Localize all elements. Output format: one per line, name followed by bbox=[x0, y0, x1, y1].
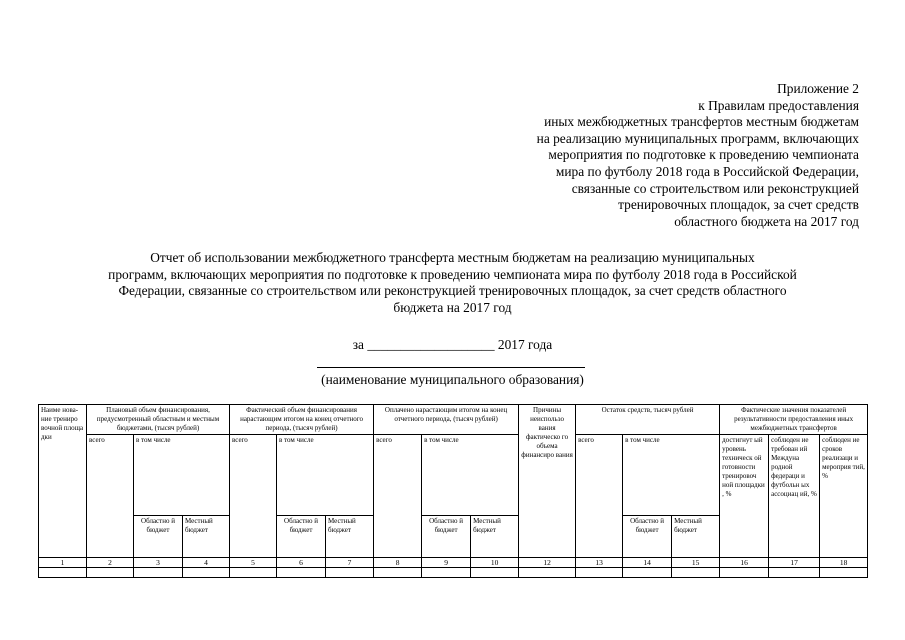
empty-cell[interactable] bbox=[471, 568, 519, 578]
column-number: 5 bbox=[230, 558, 277, 568]
title-line: программ, включающих мероприятия по подготовке к проведению чемпионата мира по футболу 2018 года в Российской bbox=[108, 266, 797, 282]
appendix-block bbox=[537, 81, 859, 230]
empty-cell[interactable] bbox=[277, 568, 326, 578]
header-local: Местный бюджет bbox=[672, 516, 720, 558]
empty-cell[interactable] bbox=[183, 568, 230, 578]
empty-cell[interactable] bbox=[672, 568, 720, 578]
header-reasons: Причины неиспользо вания фактическо го объема финансиро вания bbox=[519, 405, 576, 558]
header-total: всего bbox=[87, 435, 134, 558]
empty-cell[interactable] bbox=[576, 568, 623, 578]
header-incl: в том числе bbox=[422, 435, 519, 516]
column-number: 9 bbox=[422, 558, 471, 568]
empty-cell[interactable] bbox=[87, 568, 134, 578]
municipality-underline bbox=[317, 367, 585, 368]
header-regional: Областно й бюджет bbox=[422, 516, 471, 558]
empty-cell[interactable] bbox=[720, 568, 769, 578]
empty-cell[interactable] bbox=[230, 568, 277, 578]
column-number: 7 bbox=[326, 558, 374, 568]
column-number: 10 bbox=[471, 558, 519, 568]
appendix-line: иных межбюджетных трансфертов местным бюджетам bbox=[544, 114, 859, 130]
header-local: Местный бюджет bbox=[183, 516, 230, 558]
column-number: 15 bbox=[672, 558, 720, 568]
header-total: всего bbox=[374, 435, 422, 558]
column-number: 12 bbox=[519, 558, 576, 568]
header-deadlines: соблюден ие сроков реализаци и мероприя тий, % bbox=[820, 435, 868, 558]
column-number: 8 bbox=[374, 558, 422, 568]
header-incl: в том числе bbox=[277, 435, 374, 516]
header-incl: в том числе bbox=[134, 435, 230, 516]
municipality-caption: (наименование муниципального образования) bbox=[321, 372, 584, 387]
column-number: 4 bbox=[183, 558, 230, 568]
column-number: 6 bbox=[277, 558, 326, 568]
appendix-line: тренировочных площадок, за счет средств bbox=[618, 197, 859, 213]
column-number: 14 bbox=[623, 558, 672, 568]
appendix-line: на реализацию муниципальных программ, включающих bbox=[536, 130, 859, 146]
data-row-empty bbox=[39, 568, 868, 578]
column-number: 1 bbox=[39, 558, 87, 568]
header-regional: Областно й бюджет bbox=[277, 516, 326, 558]
header-indicators: Фактические значения показателей результативности предоставления иных межбюджетных трансфертов bbox=[720, 405, 868, 435]
empty-cell[interactable] bbox=[623, 568, 672, 578]
appendix-line: областного бюджета на 2017 год bbox=[674, 213, 859, 229]
empty-cell[interactable] bbox=[820, 568, 868, 578]
title-line: Отчет об использовании межбюджетного трансферта местным бюджетам на реализацию муниципальных bbox=[150, 250, 755, 265]
appendix-line: Приложение 2 bbox=[777, 81, 859, 96]
empty-cell[interactable] bbox=[374, 568, 422, 578]
column-number: 18 bbox=[820, 558, 868, 568]
header-local: Местный бюджет bbox=[471, 516, 519, 558]
report-table bbox=[38, 404, 868, 578]
empty-cell[interactable] bbox=[39, 568, 87, 578]
appendix-line: к Правилам предоставления bbox=[698, 97, 859, 113]
title-line: бюджета на 2017 год bbox=[393, 299, 512, 315]
header-fifa: соблюден ие требован ий Междуна родной федераци и футбольн ых ассоциац ий, % bbox=[769, 435, 820, 558]
column-number: 17 bbox=[769, 558, 820, 568]
header-planned: Плановый объем финансирования, предусмотренный областным и местным бюджетами, (тысяч рублей) bbox=[87, 405, 230, 435]
header-total: всего bbox=[576, 435, 623, 558]
column-numbers-row bbox=[39, 558, 868, 568]
header-readiness: достигнут ый уровень техническ ой готовности тренировоч ной площадки , % bbox=[720, 435, 769, 558]
header-regional: Областно й бюджет bbox=[134, 516, 183, 558]
column-number: 16 bbox=[720, 558, 769, 568]
column-number: 13 bbox=[576, 558, 623, 568]
header-row bbox=[39, 405, 868, 435]
empty-cell[interactable] bbox=[326, 568, 374, 578]
column-number: 3 bbox=[134, 558, 183, 568]
appendix-line: связанные со строительством или реконструкцией bbox=[571, 180, 859, 196]
appendix-line: мероприятия по подготовке к проведению чемпионата bbox=[548, 147, 859, 163]
header-site-name: Наиме нова- ние трениро вочной площа дки bbox=[39, 405, 87, 558]
header-local: Местный бюджет bbox=[326, 516, 374, 558]
header-paid: Оплачено нарастающим итогом на конец отчетного периода, (тысяч рублей) bbox=[374, 405, 519, 435]
report-period: за ___________________ 2017 года bbox=[352, 337, 553, 352]
empty-cell[interactable] bbox=[422, 568, 471, 578]
header-regional: Областно й бюджет bbox=[623, 516, 672, 558]
empty-cell[interactable] bbox=[519, 568, 576, 578]
subheader-row bbox=[39, 435, 868, 516]
appendix-line: мира по футболу 2018 года в Российской Федерации, bbox=[555, 163, 859, 179]
empty-cell[interactable] bbox=[134, 568, 183, 578]
report-title bbox=[40, 250, 865, 316]
title-line: Федерации, связанные со строительством или реконструкцией тренировочных площадок, за счет средств областного bbox=[118, 283, 787, 299]
empty-cell[interactable] bbox=[769, 568, 820, 578]
header-incl: в том числе bbox=[623, 435, 720, 516]
header-balance: Остаток средств, тысяч рублей bbox=[576, 405, 720, 435]
header-total: всего bbox=[230, 435, 277, 558]
header-actual: Фактический объем финансирования нарастающим итогом на конец отчетного периода, (тысяч рублей) bbox=[230, 405, 374, 435]
column-number: 2 bbox=[87, 558, 134, 568]
